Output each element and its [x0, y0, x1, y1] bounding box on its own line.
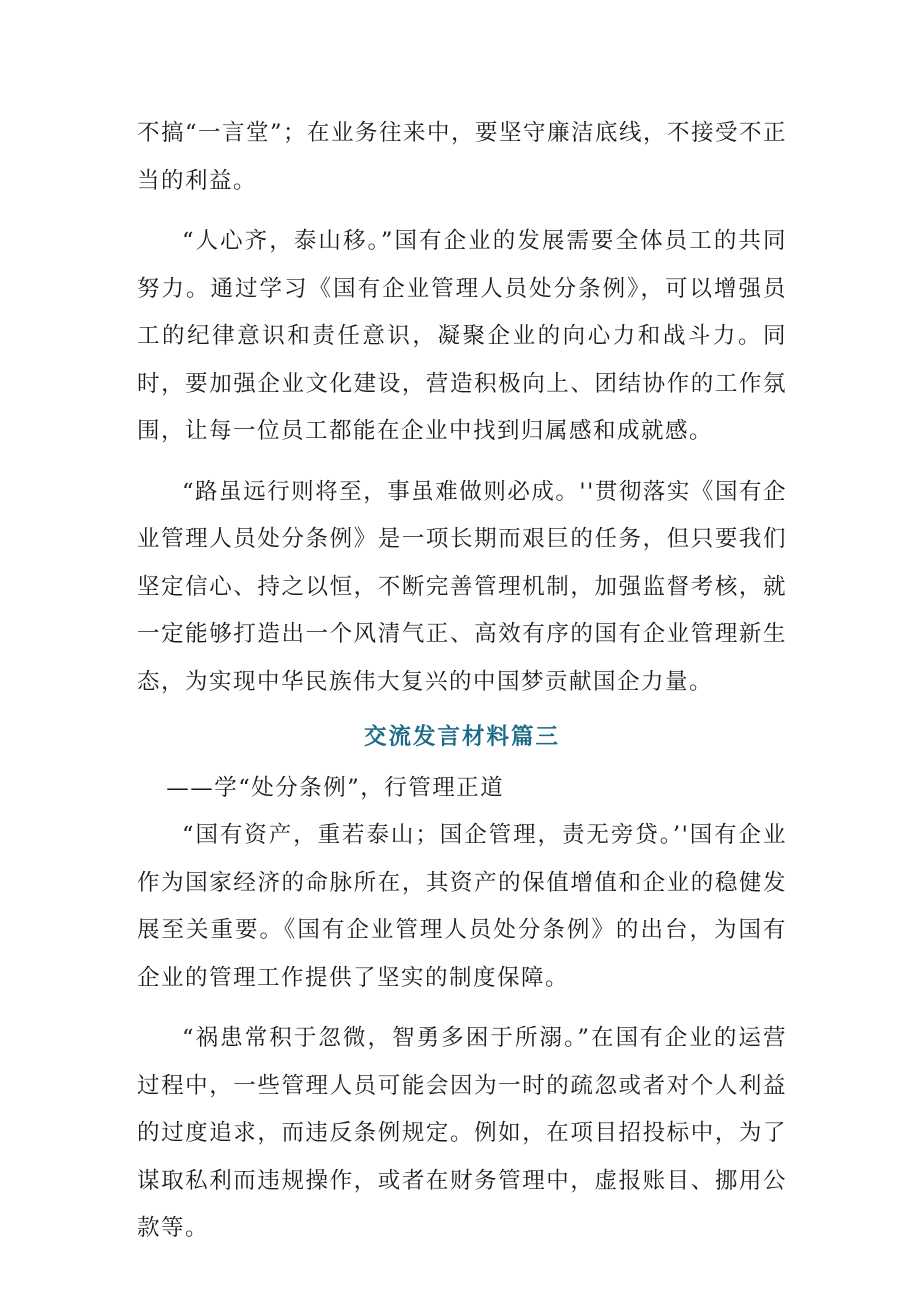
- paragraph: “人心齐，泰山移。”国有企业的发展需要全体员工的共同努力。通过学习《国有企业管理人员处分条例》，可以增强员工的纪律意识和责任意识，凝聚企业的向心力和战斗力。同时，要加强企业文化建设，营造积极向上、团结协作的工作氛围，让每一位员工都能在企业中找到归属感和成就感。: [137, 228, 787, 444]
- paragraph: “路虽远行则将至，事虽难做则必成。''贯彻落实《国有企业管理人员处分条例》是一项长期而艰巨的任务，但只要我们坚定信心、持之以恒，不断完善管理机制，加强监督考核，就一定能够打造出一个风清气正、高效有序的国有企业管理新生态，为实现中华民族伟大复兴的中国梦贡献国企力量。: [137, 478, 787, 695]
- document-page: [137, 110, 787, 1253]
- paragraph-continuation: 不搞“一言堂”；在业务往来中，要坚守廉洁底线，不接受不正当的利益。: [137, 120, 788, 194]
- paragraph: “国有资产，重若泰山；国企管理，责无旁贷。’'国有企业作为国家经济的命脉所在，其资产的保值增值和企业的稳健发展至关重要。《国有企业管理人员处分条例》的出台，为国有企业的管理工作提供了坚实的制度保障。: [137, 822, 787, 991]
- paragraph: “祸患常积于忽微，智勇多困于所溺。”在国有企业的运营过程中，一些管理人员可能会因为一时的疏忽或者对个人利益的过度追求，而违反条例规定。例如，在项目招投标中，为了谋取私利而违规操作，或者在财务管理中，虚报账目、挪用公款等。: [137, 1025, 787, 1241]
- section-subtitle: ——学“处分条例”，行管理正道: [166, 774, 505, 801]
- section-heading: 交流发言材料篇三: [363, 724, 560, 750]
